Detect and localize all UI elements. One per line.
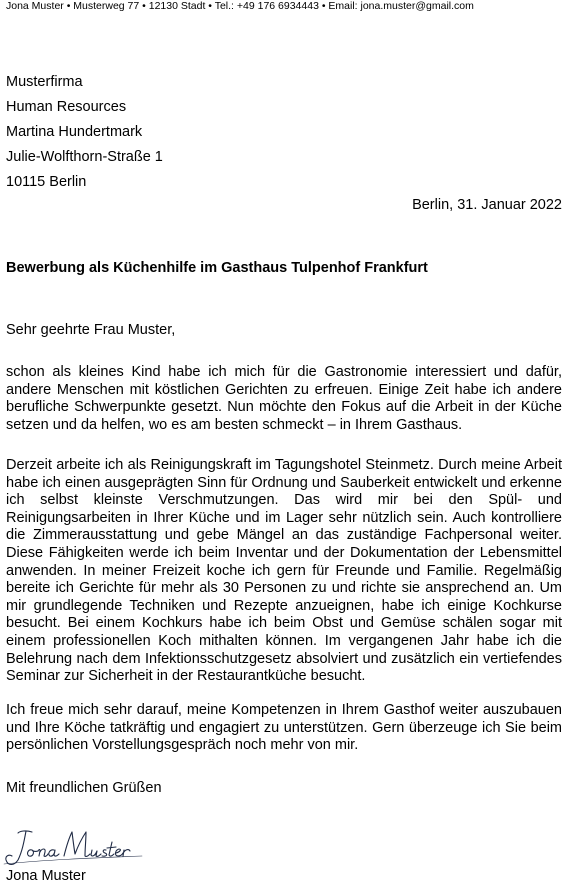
closing-phrase: Mit freundlichen Grüßen <box>6 780 162 796</box>
recipient-contact: Martina Hundertmark <box>6 124 143 140</box>
body-paragraph-3: Ich freue mich sehr darauf, meine Kompetenzen in Ihrem Gasthof weiter auszubauen und Ihre Köche tatkräftig und engagiert zu unterstützen. Gern überzeuge ich Sie beim persönlichen Vorstellungsgespräch noch mehr von mir. <box>6 702 562 754</box>
recipient-city: 10115 Berlin <box>6 174 87 190</box>
signer-name: Jona Muster <box>6 868 86 884</box>
recipient-street: Julie-Wolfthorn-Straße 1 <box>6 149 163 165</box>
recipient-department: Human Resources <box>6 99 127 115</box>
body-paragraph-2: Derzeit arbeite ich als Reinigungskraft im Tagungshotel Steinmetz. Durch meine Arbeit habe ich einen ausgeprägten Sinn für Ordnung und Sauberkeit entwickelt und erkenne ich selbst kleinste Verschmutzungen. Das wird mir bei den Spül- und Reinigungsarbeiten in Ihrer Küche und im Lager sehr nützlich sein. Auch kontrolliere die Zimmerausstattung und gebe Mängel an das zuständige Fachpersonal weiter. Diese Fähigkeiten werde ich beim Inventar und der Dokumentation der Lebensmittel anwenden. In meiner Freizeit koche ich gern für Freunde und Familie. Regelmäßig bereite ich Gerichte für mehr als 30 Personen zu und richte sie ansprechend an. Um mir grundlegende Techniken und Rezepte anzueignen, habe ich einige Kochkurse besucht. Bei einem Kochkurs habe ich beim Obst und Gemüse schälen sogar mit einem professionellen Koch mithalten können. Im vergangenen Jahr habe ich die Belehrung nach dem Infektionsschutzgesetz absolviert und zusätzlich ein vertiefendes Seminar zur Sicherheit in der Restaurantküche besucht. <box>6 457 562 685</box>
salutation: Sehr geehrte Frau Muster, <box>6 322 176 338</box>
body-paragraph-1: schon als kleines Kind habe ich mich für die Gastronomie interessiert und dafür, andere Menschen mit köstlichen Gerichten zu erfreuen. Einige Zeit habe ich andere berufliche Schwerpunkte gesetzt. Nun möchte den Fokus auf die Arbeit in der Küche setzen und da helfen, wo es am besten schmeckt – in Ihrem Gasthaus. <box>6 364 562 433</box>
letter-date: Berlin, 31. Januar 2022 <box>412 197 562 213</box>
letter-subject: Bewerbung als Küchenhilfe im Gasthaus Tulpenhof Frankfurt <box>6 260 428 276</box>
recipient-company: Musterfirma <box>6 74 83 90</box>
recipient-address-block <box>6 70 163 195</box>
sender-address-line: Jona Muster • Musterweg 77 • 12130 Stadt • Tel.: +49 176 6934443 • Email: jona.muster@gmail.com <box>6 0 474 12</box>
handwritten-signature <box>2 820 152 870</box>
signature-strokes <box>4 831 142 865</box>
